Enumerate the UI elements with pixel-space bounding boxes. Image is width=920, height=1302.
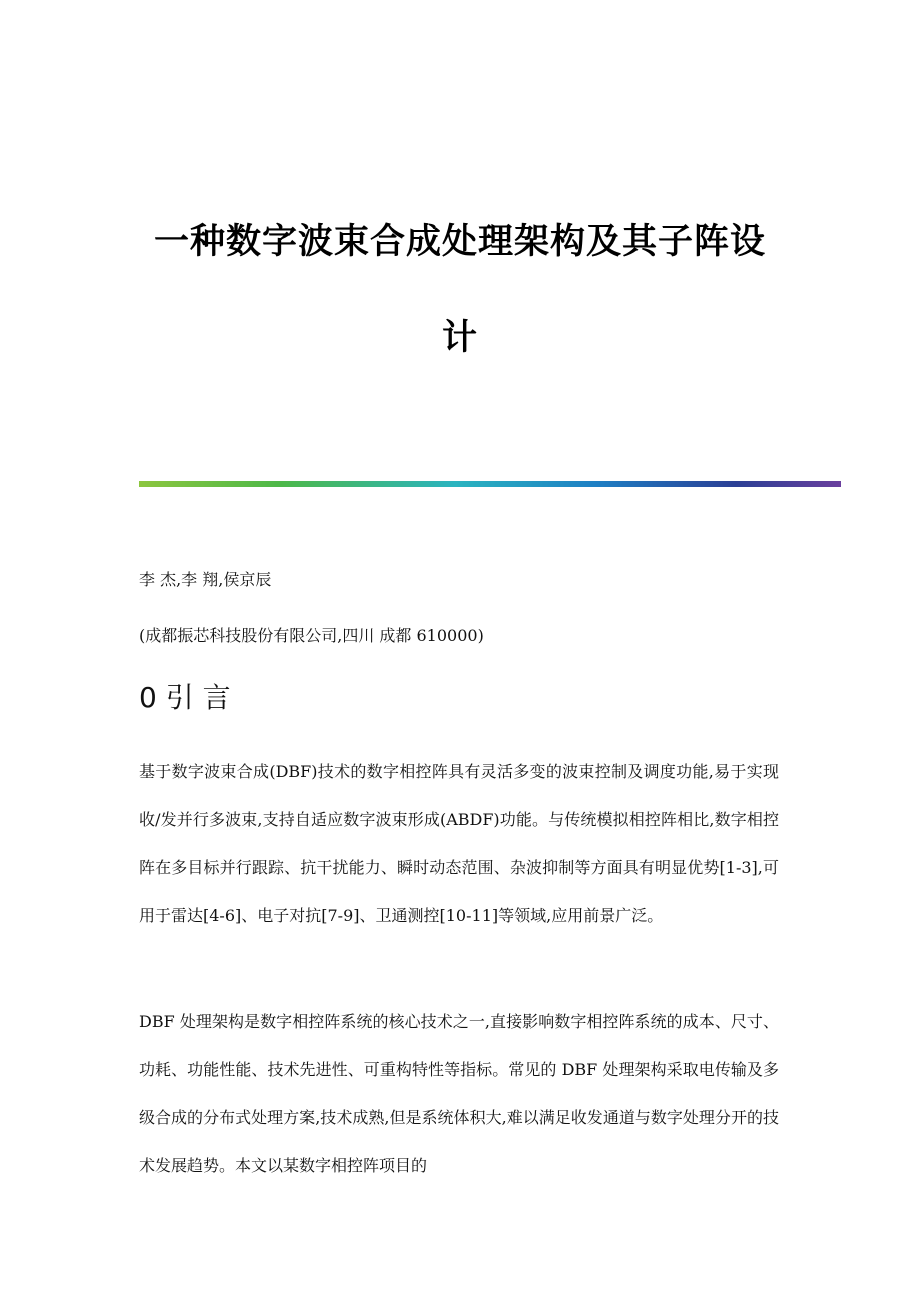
author-affiliation: (成都振芯科技股份有限公司,四川 成都 610000)	[139, 626, 484, 645]
section-heading: 0 引 言	[139, 681, 231, 714]
body-paragraph: 基于数字波束合成(DBF)技术的数字相控阵具有灵活多变的波束控制及调度功能,易于实现收/发并行多波束,支持自适应数字波束形成(ABDF)功能。与传统模拟相控阵相比,数字相控阵在多目标并行跟踪、抗干扰能力、瞬时动态范围、杂波抑制等方面具有明显优势[1-3],可用于雷达[4-6]、电子对抗[7-9]、卫通测控[10-11]等领域,应用前景广泛。	[139, 762, 779, 925]
title-divider	[139, 481, 841, 487]
author-list: 李 杰,李 翔,侯京辰	[139, 570, 272, 589]
body-paragraph: DBF 处理架构是数字相控阵系统的核心技术之一,直接影响数字相控阵系统的成本、尺寸、功耗、功能性能、技术先进性、可重构特性等指标。常见的 DBF 处理架构采取电传输及多级合成的分布式处理方案,技术成熟,但是系统体积大,难以满足收发通道与数字处理分开的技术发展趋势。本文以某数字相控阵项目的	[139, 1012, 779, 1175]
page-title-line-1: 一种数字波束合成处理架构及其子阵设	[153, 222, 766, 262]
page-title-line-2: 计	[441, 318, 478, 358]
